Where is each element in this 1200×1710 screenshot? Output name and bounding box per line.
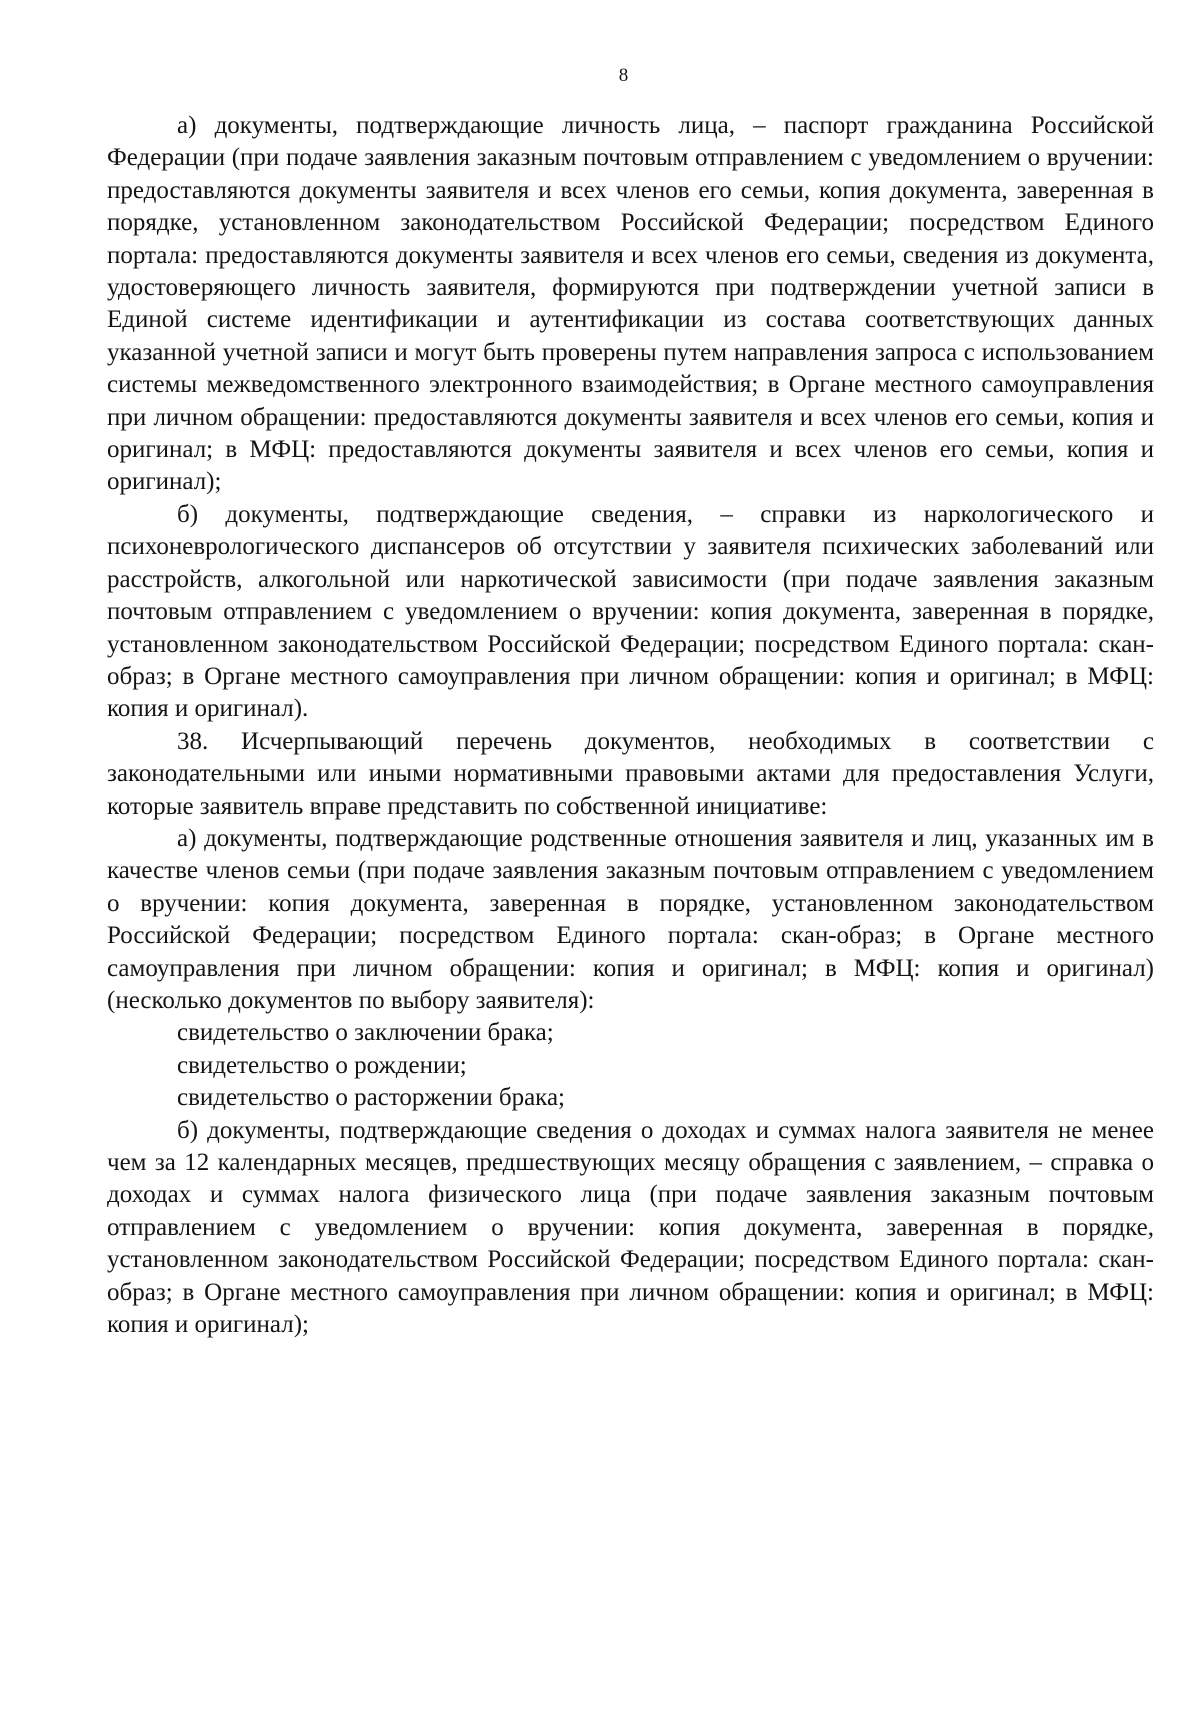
paragraph-identity-documents: а) документы, подтверждающие личность лица, – паспорт гражданина Российской Федерации (при подаче заявления заказным почтовым отправлением с уведомлением о вручении: предоставляются документы заявителя и всех членов его семьи, копия документа, заверенная в порядке, установленном законодательством Российской Федерации; посредством Единого портала: предоставляются документы заявителя и всех членов его семьи, сведения из документа, удостоверяющего личность заявителя, формируются при подтверждении учетной записи в Единой системе идентификации и аутентификации из состава соответствующих данных указанной учетной записи и могут быть проверены путем направления запроса с использованием системы межведомственного электронного взаимодействия; в Органе местного самоуправления при личном обращении: предоставляются документы заявителя и всех членов его семьи, копия и оригинал; в МФЦ: предоставляются документы заявителя и всех членов его семьи, копия и оригинал);: [107, 112, 1154, 496]
list-item-birth-certificate: свидетельство о рождении;: [177, 1051, 467, 1079]
paragraph-kinship-documents: а) документы, подтверждающие родственные отношения заявителя и лиц, указанных им в качестве членов семьи (при подаче заявления заказным почтовым отправлением с уведомлением о вручении: копия документа, заверенная в порядке, установленном законодательством Российской Федерации; посредством Единого портала: скан-образ; в Органе местного самоуправления при личном обращении: копия и оригинал; в МФЦ: копия и оригинал) (несколько документов по выбору заявителя):: [107, 824, 1154, 1014]
paragraph-income-documents: б) документы, подтверждающие сведения о доходах и суммах налога заявителя не менее чем за 12 календарных месяцев, предшествующих месяцу обращения с заявлением, – справка о доходах и суммах налога физического лица (при подаче заявления заказным почтовым отправлением с уведомлением о вручении: копия документа, заверенная в порядке, установленном законодательством Российской Федерации; посредством Единого портала: скан-образ; в Органе местного самоуправления при личном обращении: копия и оригинал; в МФЦ: копия и оригинал);: [107, 1116, 1154, 1339]
paragraph-medical-certificates: б) документы, подтверждающие сведения, – справки из наркологического и психоневрологического диспансеров об отсутствии у заявителя психических заболеваний или расстройств, алкогольной или наркотической зависимости (при подаче заявления заказным почтовым отправлением с уведомлением о вручении: копия документа, заверенная в порядке, установленном законодательством Российской Федерации; посредством Единого портала: скан-образ; в Органе местного самоуправления при личном обращении: копия и оригинал; в МФЦ: копия и оригинал).: [107, 500, 1154, 723]
list-item-marriage-certificate: свидетельство о заключении брака;: [177, 1019, 554, 1047]
paragraph-item-38: 38. Исчерпывающий перечень документов, необходимых в соответствии с законодательными или иными нормативными правовыми актами для предоставления Услуги, которые заявитель вправе представить по собственной инициативе:: [107, 727, 1154, 820]
list-item-divorce-certificate: свидетельство о расторжении брака;: [177, 1084, 565, 1112]
page-number: 8: [618, 65, 629, 86]
document-body: [107, 110, 1154, 1341]
